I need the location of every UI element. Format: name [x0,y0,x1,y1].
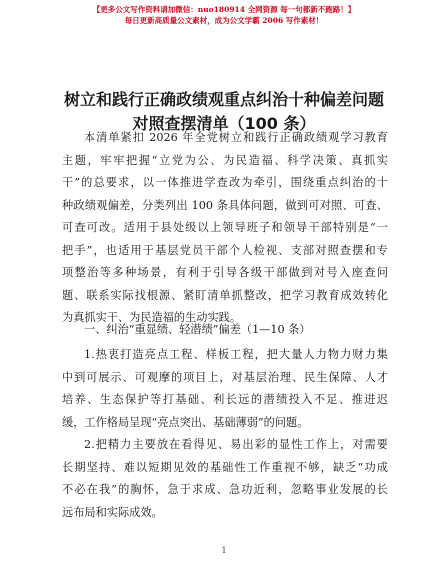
item-1-line: 缓，工作格局呈现“亮点突出、基础薄弱”的问题。 [62,415,309,429]
intro-paragraph [62,127,388,330]
item-2-line: 长期坚持、难以短期见效的基础性工作重视不够，缺乏“功成 [62,460,388,474]
item-2-line: 不必在我”的胸怀，急于求成、急功近利，忽略事业发展的长 [62,483,388,496]
document-title-line-2: 对照查摆清单（100 条） [132,114,316,133]
banner-line-1: 【更多公文写作资料请加微信：nuo180914 全网资源 每一句都新不跑路！】 [92,5,356,14]
intro-line: 把手”，也适用于基层党员干部个人检视、支部对照查摆和专 [62,243,388,257]
intro-line: 主题，牢牢把握“立党为公、为民造福、科学决策、真抓实 [62,153,388,167]
item-1-line: 中到可展示、可观摩的项目上，对基层治理、民生保障、人才 [62,370,388,384]
document-title-line-1: 树立和践行正确政绩观重点纠治十种偏差问题 [63,90,384,109]
intro-line: 种政绩观偏差，分类列出 100 条具体问题，做到可对照、可查、 [62,198,388,212]
promo-banner [0,4,448,26]
intro-line: 题、联系实际找根源、紧盯清单抓整改，把学习教育成效转化 [62,288,388,302]
section-heading: 一、纠治“重显绩、轻潜绩”偏差（1—10 条） [84,323,311,336]
intro-line: 可查可改。适用于县处级以上领导班子和领导干部特别是“一 [62,221,388,234]
intro-line: 本清单紧扣 2026 年全党树立和践行正确政绩观学习教育 [84,131,388,144]
item-2-line: 远布局和实际成效。 [62,505,163,519]
banner-line-2: 每日更新高质量公文素材，成为公文学霸 2006 写作素材！ [124,16,324,25]
intro-line: 干”的总要求，以一体推进学查改为牵引，围绕重点纠治的十 [62,176,388,189]
item-1-line: 1.热衷打造亮点工程、样板工程，把大量人力物力财力集 [84,348,388,361]
intro-line: 项整治等多种场景，有利于引导各级干部做到对号入座查问 [62,266,388,279]
item-1-line: 培养、生态保护等打基础、利长远的潜绩投入不足、推进迟 [62,393,388,406]
item-1-paragraph [62,344,388,434]
page-number: 1 [221,546,227,555]
item-2-paragraph [62,434,388,524]
intro-line: 为真抓实干、为民造福的生动实践。 [62,311,242,324]
item-2-line: 2.把精力主要放在看得见、易出彩的显性工作上，对需要 [84,438,388,451]
